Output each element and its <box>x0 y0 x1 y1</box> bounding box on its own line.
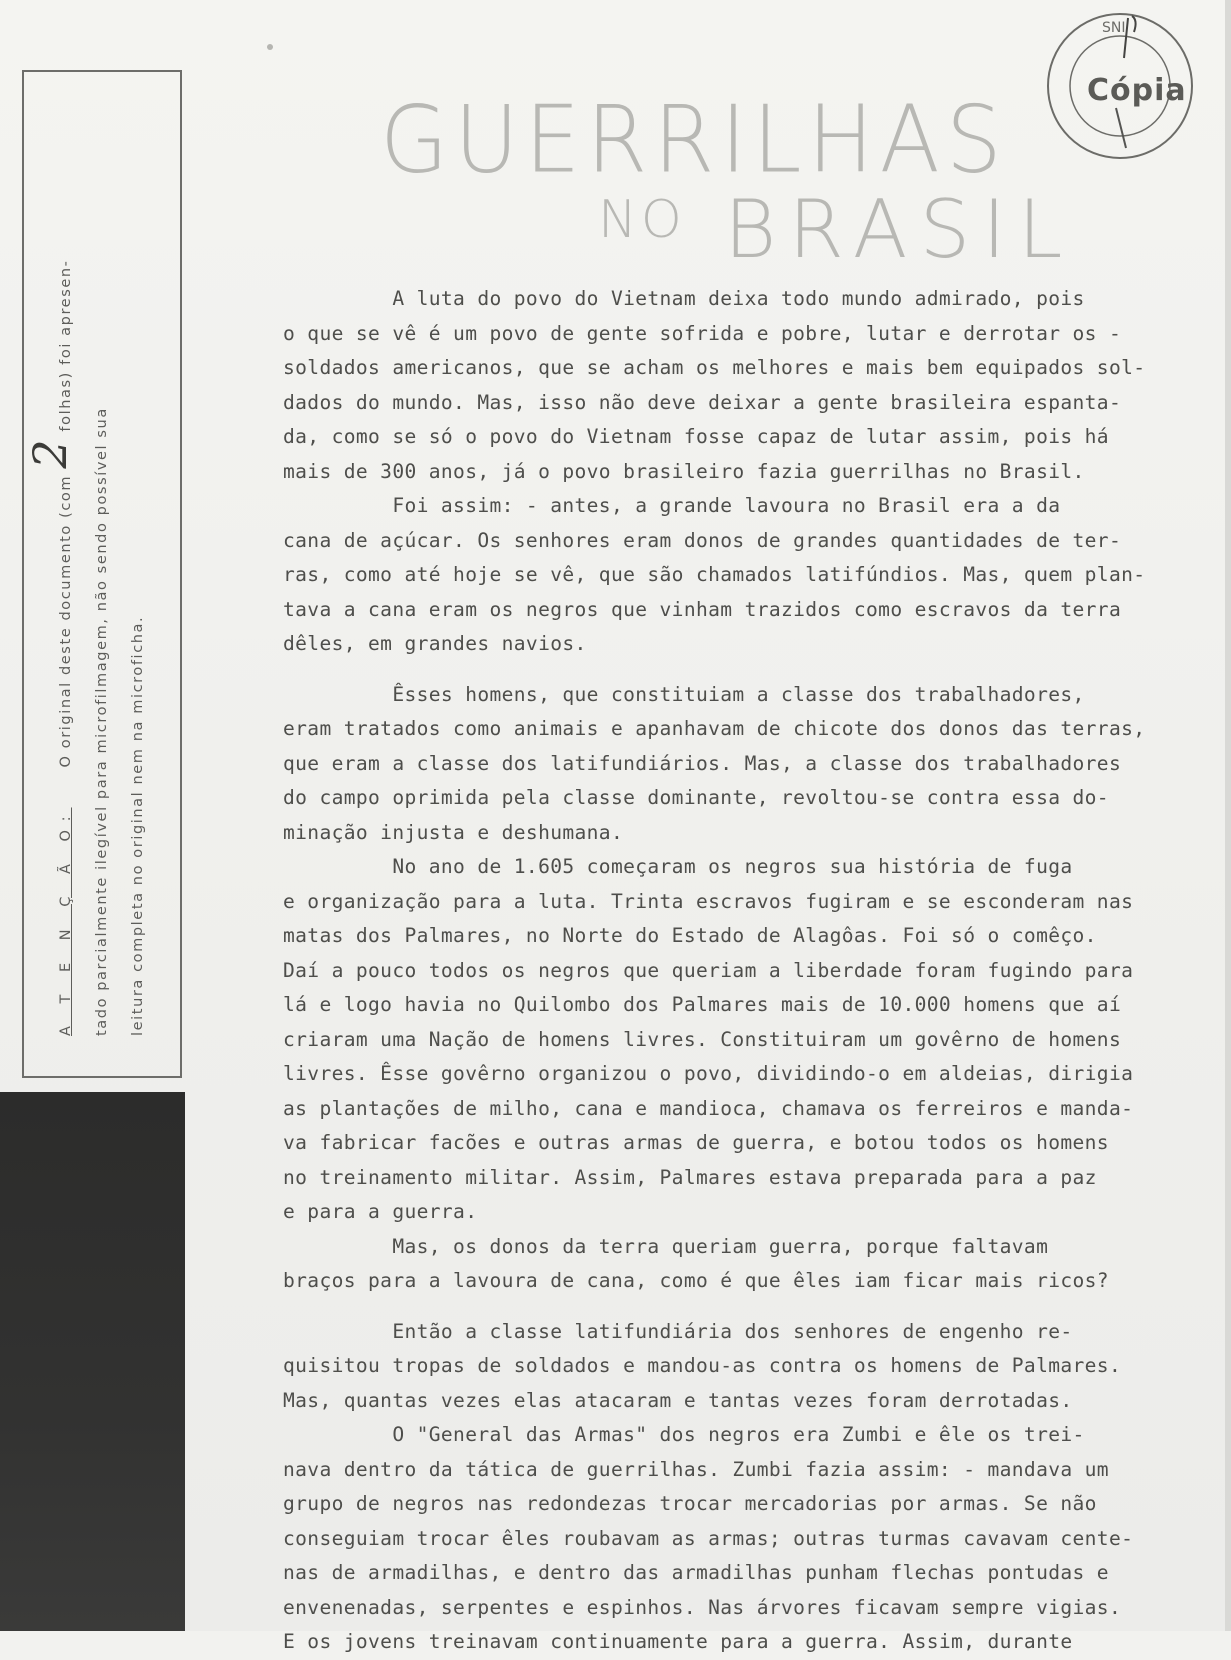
body-line: Êsses homens, que constituiam a classe dos trabalhadores, <box>283 682 1085 706</box>
handwritten-page-count: 2 <box>23 437 77 469</box>
ink-speck <box>267 44 273 50</box>
body-line: conseguiam trocar êles roubavam as armas; outras turmas cavavam cente- <box>283 1526 1134 1550</box>
title-word-brasil: BRASIL <box>724 183 1075 276</box>
notice-line-1 <box>23 96 84 1036</box>
title-word-no: NO <box>598 190 686 250</box>
body-line: e para a guerra. <box>283 1200 478 1223</box>
notice-text-1b: folhas) foi apresen- <box>58 259 74 432</box>
body-line: ras, como até hoje se vê, que são chamados latifúndios. Mas, quem plan- <box>283 563 1146 586</box>
body-line: Mas, quantas vezes elas atacaram e tantas vezes foram derrotadas. <box>283 1388 1073 1412</box>
body-line: Mas, os donos da terra queriam guerra, porque faltavam <box>283 1234 1049 1258</box>
page-edge-shadow <box>1225 0 1231 1631</box>
body-line: tava a cana eram os negros que vinham trazidos como escravos da terra <box>283 597 1122 621</box>
body-line: nava dentro da tática de guerrilhas. Zumbi fazia assim: - mandava um <box>283 1457 1109 1481</box>
body-line: e organização para a luta. Trinta escravos fugiram e se esconderam nas <box>283 889 1134 913</box>
body-line: No ano de 1.605 começaram os negros sua história de fuga <box>283 855 1073 878</box>
body-line: que eram a classe dos latifundiários. Mas, a classe dos trabalhadores <box>283 751 1122 775</box>
body-line: va fabricar facões e outras armas de guerra, e botou todos os homens <box>283 1131 1109 1154</box>
notice-label: A T E N Ç Ã O: <box>58 807 74 1036</box>
body-line: A luta do povo do Vietnam deixa todo mundo admirado, pois <box>283 287 1085 310</box>
body-line: soldados americanos, que se acham os melhores e mais bem equipados sol- <box>283 356 1146 379</box>
body-line: nas de armadilhas, e dentro das armadilhas punham flechas pontudas e <box>283 1561 1109 1584</box>
body-line: quisitou tropas de soldados e mandou-as contra os homens de Palmares. <box>283 1354 1122 1377</box>
body-line: O "General das Armas" dos negros era Zumbi e êle os trei- <box>283 1423 1085 1446</box>
title-line-1: GUERRILHAS <box>380 85 1008 194</box>
body-line: braços para a lavoura de cana, como é que êles iam ficar mais ricos? <box>283 1269 1109 1292</box>
body-line: Foi assim: - antes, a grande lavoura no Brasil era a da <box>283 494 1061 517</box>
microfilm-notice <box>23 96 166 1036</box>
document-title <box>360 78 1080 276</box>
body-line: mais de 300 anos, já o povo brasileiro fazia guerrilhas no Brasil. <box>283 459 1085 483</box>
body-line: no treinamento militar. Assim, Palmares estava preparada para a paz <box>283 1165 1097 1189</box>
body-line: livres. Êsse govêrno organizou o povo, dividindo-o em aldeias, dirigia <box>283 1062 1134 1085</box>
body-line: Daí a pouco todos os negros que queriam a liberdade foram fugindo para <box>283 958 1134 982</box>
body-line: envenenadas, serpentes e espinhos. Nas árvores ficavam sempre vigias. <box>283 1595 1122 1619</box>
body-line: dados do mundo. Mas, isso não deve deixar a gente brasileira espanta- <box>283 390 1122 414</box>
body-line: criaram uma Nação de homens livres. Constituiram um govêrno de homens <box>283 1027 1122 1051</box>
body-line: da, como se só o povo do Vietnam fosse capaz de lutar assim, pois há <box>283 425 1109 448</box>
stamp-label: Cópia <box>1087 73 1187 108</box>
body-line: eram tratados como animais e apanhavam de chicote dos donos das terras, <box>283 717 1146 740</box>
body-line: cana de açúcar. Os senhores eram donos de grandes quantidades de ter- <box>283 528 1122 552</box>
notice-text-1a: O original deste documento (com <box>58 474 74 768</box>
notice-line-3: leitura completa no original nem na microficha. <box>130 615 146 1036</box>
body-line: minação injusta e deshumana. <box>283 820 624 844</box>
body-line: grupo de negros nas redondezas trocar mercadorias por armas. Se não <box>283 1492 1097 1515</box>
body-line: dêles, em grandes navios. <box>283 632 587 655</box>
body-line: as plantações de milho, cana e mandioca, chamava os ferreiros e manda- <box>283 1096 1134 1120</box>
body-line: Então a classe latifundiária dos senhores de engenho re- <box>283 1319 1073 1343</box>
notice-line-2: tado parcialmente ilegível para microfilmagem, não sendo possível sua <box>94 407 110 1036</box>
document-body <box>283 282 1183 1660</box>
body-line: do campo oprimida pela classe dominante, revoltou-se contra essa do- <box>283 786 1109 809</box>
body-line: matas dos Palmares, no Norte do Estado de Alagôas. Foi só o comêço. <box>283 924 1097 947</box>
body-line: E os jovens treinavam continuamente para a guerra. Assim, durante <box>283 1630 1073 1653</box>
paragraph-gap <box>283 662 1183 678</box>
paragraph-gap <box>283 1299 1183 1315</box>
body-line: o que se vê é um povo de gente sofrida e pobre, lutar e derrotar os - <box>283 321 1122 345</box>
scan-dark-region <box>0 1092 185 1631</box>
stamp-ring-text: SNI <box>1102 20 1126 36</box>
body-line: lá e logo havia no Quilombo dos Palmares mais de 10.000 homens que aí <box>283 993 1122 1016</box>
